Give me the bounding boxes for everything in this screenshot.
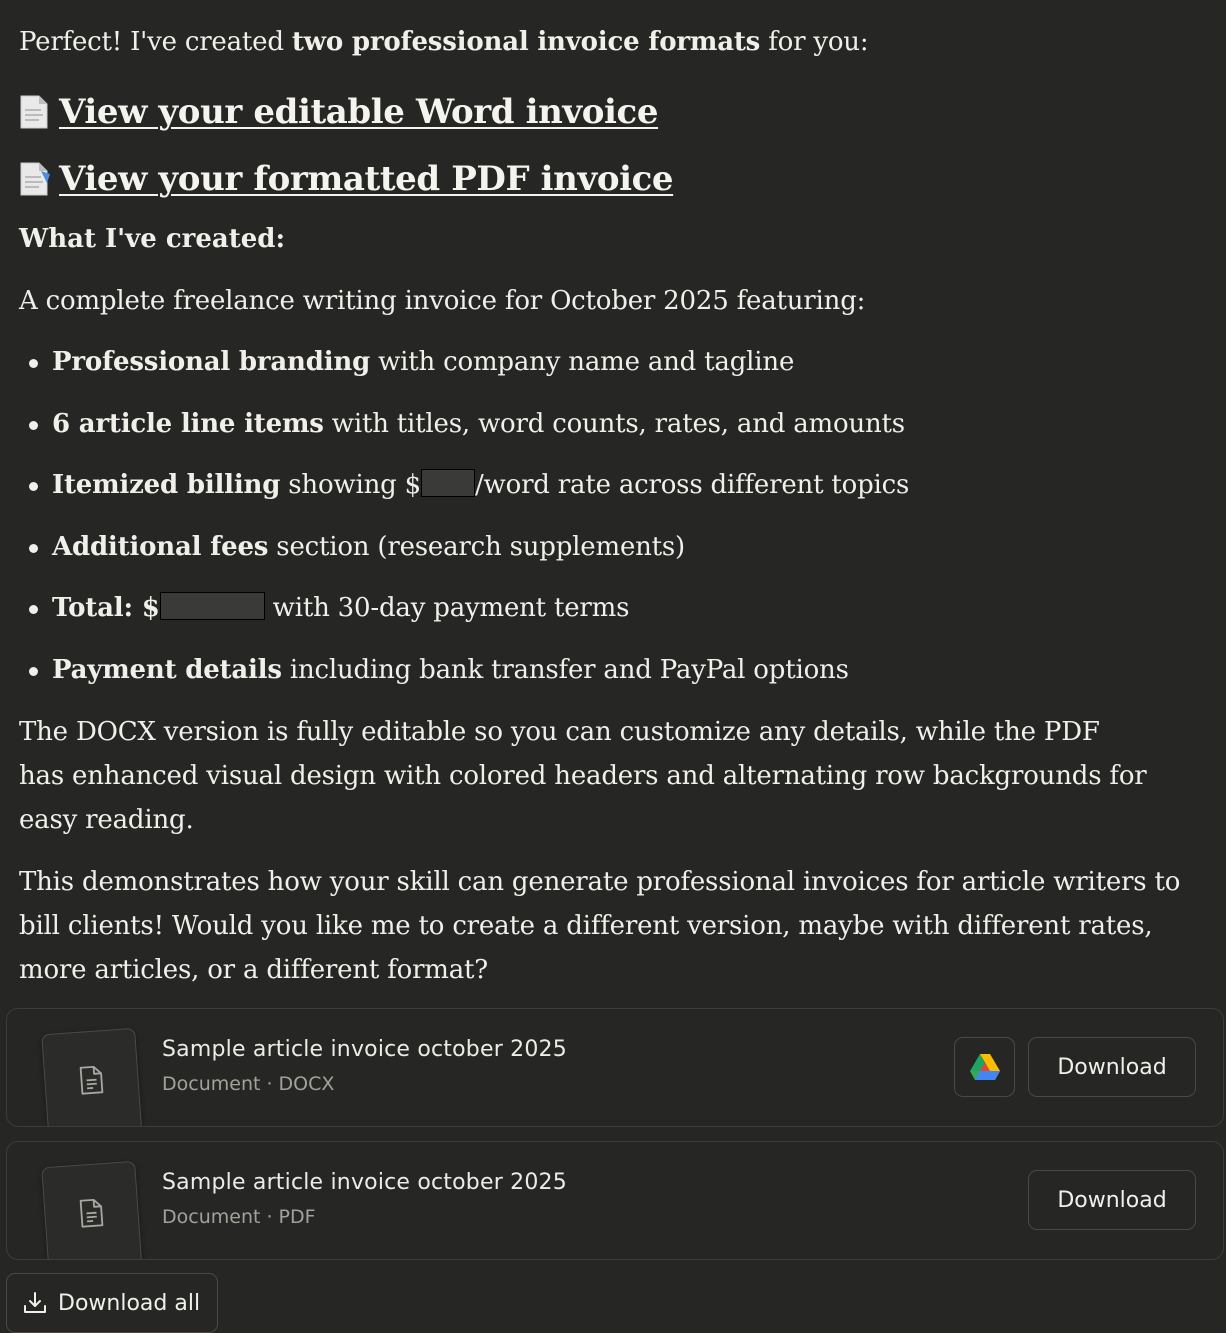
intro-paragraph [19,20,868,64]
file-title[interactable]: Sample article invoice october 2025 [162,1037,567,1062]
pdf-invoice-link[interactable]: View your formatted PDF invoice [59,157,673,201]
document-emoji-icon [19,161,49,197]
bullet-text-end: with 30-day payment terms [265,593,630,623]
google-drive-icon [969,1053,1001,1081]
intro-bold-text: two professional invoice formats [292,27,760,57]
list-item [19,586,909,648]
file-card-pdf[interactable] [6,1141,1224,1260]
redacted-rate [421,469,475,497]
intro-text: Perfect! I've created [19,27,292,57]
bullet-text: including bank transfer and PayPal options [282,655,849,685]
bullet-bold: Professional branding [52,347,370,377]
file-card-docx[interactable] [6,1008,1224,1127]
word-invoice-link-row[interactable] [19,90,658,134]
bullet-text: section (research supplements) [268,532,685,562]
file-title[interactable]: Sample article invoice october 2025 [162,1170,567,1195]
bullet-bold: Itemized billing [52,470,280,500]
download-docx-button[interactable]: Download [1028,1037,1196,1097]
download-all-label: Download all [58,1291,200,1316]
docx-pdf-paragraph: The DOCX version is fully editable so you can customize any details, while the PDF has enhanced visual design with colored headers and alternating row backgrounds for easy reading. [19,710,1149,842]
save-to-google-drive-button[interactable] [954,1037,1015,1097]
bullet-bold: Additional fees [52,532,268,562]
file-thumbnail [41,1161,143,1260]
list-item [19,648,909,710]
created-heading: What I've created: [19,217,285,261]
closing-paragraph: This demonstrates how your skill can generate professional invoices for article writers to bill clients! Would you like me to create a different version, maybe with different rates, more articles, or a different format? [19,860,1209,992]
file-thumbnail [41,1028,143,1127]
document-icon [77,1064,105,1096]
list-item [19,525,909,587]
list-item [19,463,909,525]
bullet-text: with company name and tagline [370,347,794,377]
word-invoice-link[interactable]: View your editable Word invoice [59,90,658,134]
list-item [19,340,909,402]
bullet-text: with titles, word counts, rates, and amounts [324,409,905,439]
file-type: Document · PDF [162,1206,316,1228]
file-type: Document · DOCX [162,1073,334,1095]
download-all-button[interactable] [6,1273,218,1333]
pdf-invoice-link-row[interactable] [19,157,673,201]
bullet-text-end: /word rate across different topics [475,470,909,500]
redacted-total [160,592,265,620]
download-icon [22,1290,48,1316]
document-emoji-icon [19,94,49,130]
bullet-text: showing $ [280,470,421,500]
bullet-bold: Payment details [52,655,282,685]
bullet-bold: Total: $ [52,593,160,623]
document-icon [77,1197,105,1229]
summary-paragraph: A complete freelance writing invoice for October 2025 featuring: [19,279,865,323]
bullet-bold: 6 article line items [52,409,324,439]
intro-text-end: for you: [760,27,868,57]
list-item [19,402,909,464]
download-pdf-button[interactable]: Download [1028,1170,1196,1230]
feature-list [19,340,909,709]
